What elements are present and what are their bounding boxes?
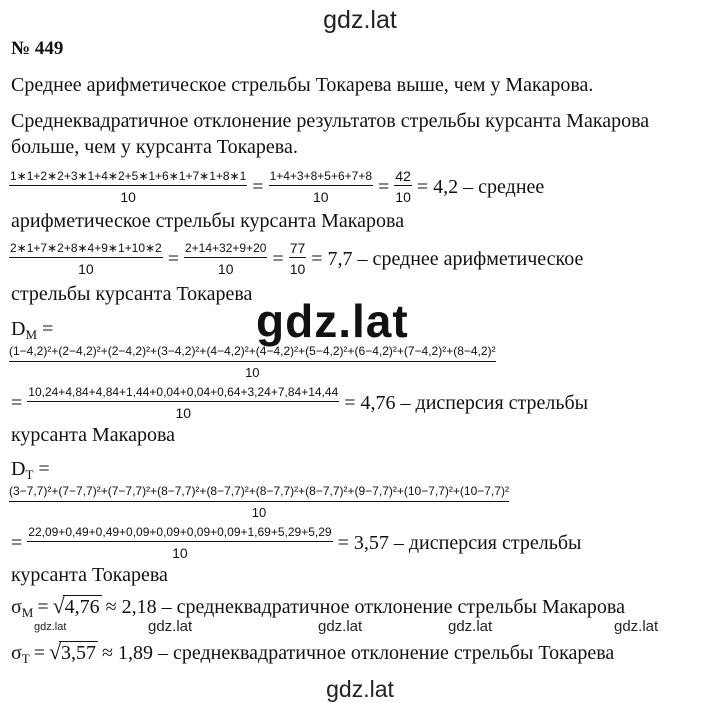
equals-sign: = [42,318,54,340]
fraction [289,240,307,278]
numerator: 42 [395,168,411,184]
numerator: (3−7,7)²+(7−7,7)²+(7−7,7)²+(8−7,7)²+(8−7,7)²+(8−7,7)²+(8−7,7)²+(9−7,7)²+(10−7,7)²+(10−7,7)² [9,484,509,502]
makarov-dispersion-formula [11,384,588,422]
fraction [27,384,339,422]
equals-sign: = [167,247,179,270]
fraction [394,168,412,206]
fraction [27,524,332,562]
watermark-tiny: gdz.lat [34,621,67,633]
numerator: 10,24+4,84+4,84+1,44+0,04+0,04+0,64+3,24+7,84+14,44 [27,384,339,402]
denominator: 10 [395,189,411,205]
tokarev-dispersion-caption: курсанта Токарева [11,564,168,586]
watermark-center: gdz.lat [256,295,409,347]
equals-sign: = [11,391,23,414]
numerator: 2+14+32+9+20 [184,240,267,258]
makarov-mean-caption: арифметическое стрельбы курсанта Макарова [11,210,405,232]
task-number: № 449 [11,38,64,59]
watermark-bottom: gdz.lat [326,676,394,702]
denominator: 10 [245,365,260,380]
numerator: 22,09+0,49+0,49+0,09+0,09+0,09+0,09+1,69+5,29+5,29 [27,524,332,542]
subscript: M [21,605,34,620]
denominator: 10 [289,261,306,277]
subscript: T [21,651,30,666]
makarov-mean-formula [9,168,544,206]
d-symbol: D [11,318,26,340]
watermark-row-4: gdz.lat [614,618,659,635]
sigma-char: σ [11,642,22,664]
numerator: (1−4,2)²+(2−4,2)²+(2−4,2)²+(3−4,2)²+(4−4,2)²+(4−4,2)²+(5−4,2)²+(6−4,2)²+(7−4,2)²+(8−4,2)² [9,344,496,362]
paragraph-deviation-line-1: Среднеквадратичное отклонение результатов стрельбы курсанта Макарова [11,110,650,132]
mean-result: = 7,7 – среднее арифметическое [311,247,584,270]
denominator: 10 [217,261,234,277]
numerator: 77 [289,240,306,256]
denominator: 10 [313,189,329,205]
watermark-top: gdz.lat [323,6,397,34]
makarov-dispersion-label [11,318,53,341]
d-symbol: D [11,458,26,480]
equals-sign: = [38,458,50,480]
sigma-symbol [11,642,30,665]
makarov-dispersion-caption: курсанта Макарова [11,424,176,446]
sigma-result: ≈ 2,18 – среднеквадратичное отклонение стрельбы Макарова [105,596,625,618]
equals-sign: = [11,531,23,554]
numerator: 2∗1+7∗2+8∗4+9∗1+10∗2 [9,240,163,258]
fraction [9,240,163,278]
makarov-dispersion-long-fraction [9,344,496,380]
radical-sign-icon: √ [52,593,65,618]
subscript: T [25,467,34,482]
dispersion-result: = 4,76 – дисперсия стрельбы [344,391,589,414]
tokarev-dispersion-label [11,458,50,481]
equals-sign: = [252,175,264,198]
denominator: 10 [172,545,188,561]
square-root [52,593,102,619]
denominator: 10 [78,261,94,277]
paragraph-mean-comparison: Среднее арифметическое стрельбы Токарева выше, чем у Макарова. [11,74,594,96]
dispersion-result: = 3,57 – дисперсия стрельбы [337,531,582,554]
square-root [49,639,98,665]
equals-sign: = [33,642,46,664]
fraction [9,168,247,206]
watermark-row-2: gdz.lat [318,618,363,635]
sigma-char: σ [11,596,22,618]
radicand: 4,76 [64,596,100,618]
sigma-result: ≈ 1,89 – среднеквадратичное отклонение стрельбы Токарева [102,642,615,664]
sigma-makarov-line [11,593,625,620]
paragraph-deviation-line-2: больше, чем у курсанта Токарева. [11,136,298,158]
radicand: 3,57 [61,642,97,664]
tokarev-mean-caption: стрельбы курсанта Токарева [11,283,253,305]
subscript: M [25,327,38,342]
denominator: 10 [251,505,267,520]
fraction [269,168,373,206]
radical-sign-icon: √ [49,639,62,664]
numerator: 1∗1+2∗2+3∗1+4∗2+5∗1+6∗1+7∗1+8∗1 [9,168,247,186]
denominator: 10 [175,405,192,421]
equals-sign: = [272,247,284,270]
denominator: 10 [120,189,136,205]
watermark-row-3: gdz.lat [448,618,493,635]
tokarev-dispersion-long-fraction [9,484,509,520]
tokarev-dispersion-formula [11,524,581,562]
equals-sign: = [37,596,49,618]
numerator: 1+4+3+8+5+6+7+8 [269,168,373,186]
tokarev-mean-formula [9,240,583,278]
equals-sign: = [378,175,390,198]
sigma-tokarev-line [11,639,615,666]
fraction [184,240,267,278]
mean-result: = 4,2 – среднее [416,175,545,198]
watermark-row-1: gdz.lat [148,618,193,635]
sigma-symbol [11,596,33,619]
